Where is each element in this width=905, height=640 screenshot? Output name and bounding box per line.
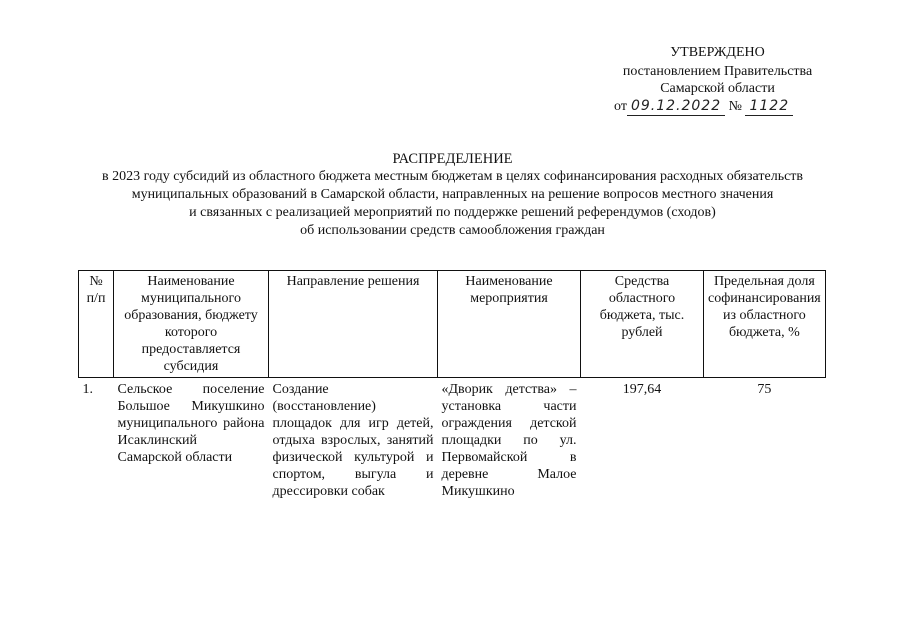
cell-event: «Дворик детства» – установка части ограждения детской площадки по ул. Первомайской в деревне Малое Микушкино: [441, 382, 577, 499]
number-label: №: [728, 99, 742, 114]
heading-line-4: об использовании средств самообложения граждан: [300, 223, 605, 238]
approval-resolution-line: постановлением Правительства: [622, 64, 813, 79]
heading-line-1: в 2023 году субсидий из областного бюджета местным бюджетам в целях софинансирования расходных обязательств: [101, 169, 804, 184]
approval-title: УТВЕРЖДЕНО: [670, 45, 765, 60]
cell-direction: Создание (восстановление) площадок для игр детей, отдыха взрослых, занятий физической культурой и спортом, выгула и дрессировки собак: [272, 382, 434, 499]
document-heading: [40, 150, 865, 240]
cell-funds: 197,64: [622, 382, 662, 397]
date-prefix: от: [614, 99, 627, 114]
table-row: [79, 378, 826, 504]
document-title: РАСПРЕДЕЛЕНИЕ: [392, 151, 513, 167]
header-number: № п/п: [79, 271, 114, 378]
cell-number: 1.: [82, 382, 93, 397]
header-direction: Направление решения: [269, 271, 438, 378]
cell-share: 75: [757, 382, 772, 397]
heading-line-2: муниципальных образований в Самарской области, направленных на решение вопросов местного значения: [131, 187, 774, 202]
heading-line-3: и связанных с реализацией мероприятий по поддержке решений референдумов (сходов): [189, 205, 716, 220]
approval-date-line: [614, 97, 844, 116]
header-share: Предельная доля софинансирования из областного бюджета, %: [704, 271, 826, 378]
header-event: Наименование мероприятия: [438, 271, 581, 378]
handwritten-number: 1122: [745, 97, 793, 116]
approval-region-line: Самарской области: [660, 81, 775, 96]
cell-municipality: Сельское поселение Большое Микушкино муниципального района Исаклинский Самарской области: [117, 382, 265, 465]
table-header-row: [79, 271, 826, 378]
handwritten-date: 09.12.2022: [627, 97, 725, 116]
header-municipality: Наименование муниципального образования, бюджету которого предоставляется субсидия: [114, 271, 269, 378]
header-funds: Средства областного бюджета, тыс. рублей: [581, 271, 704, 378]
distribution-table: [78, 270, 826, 503]
